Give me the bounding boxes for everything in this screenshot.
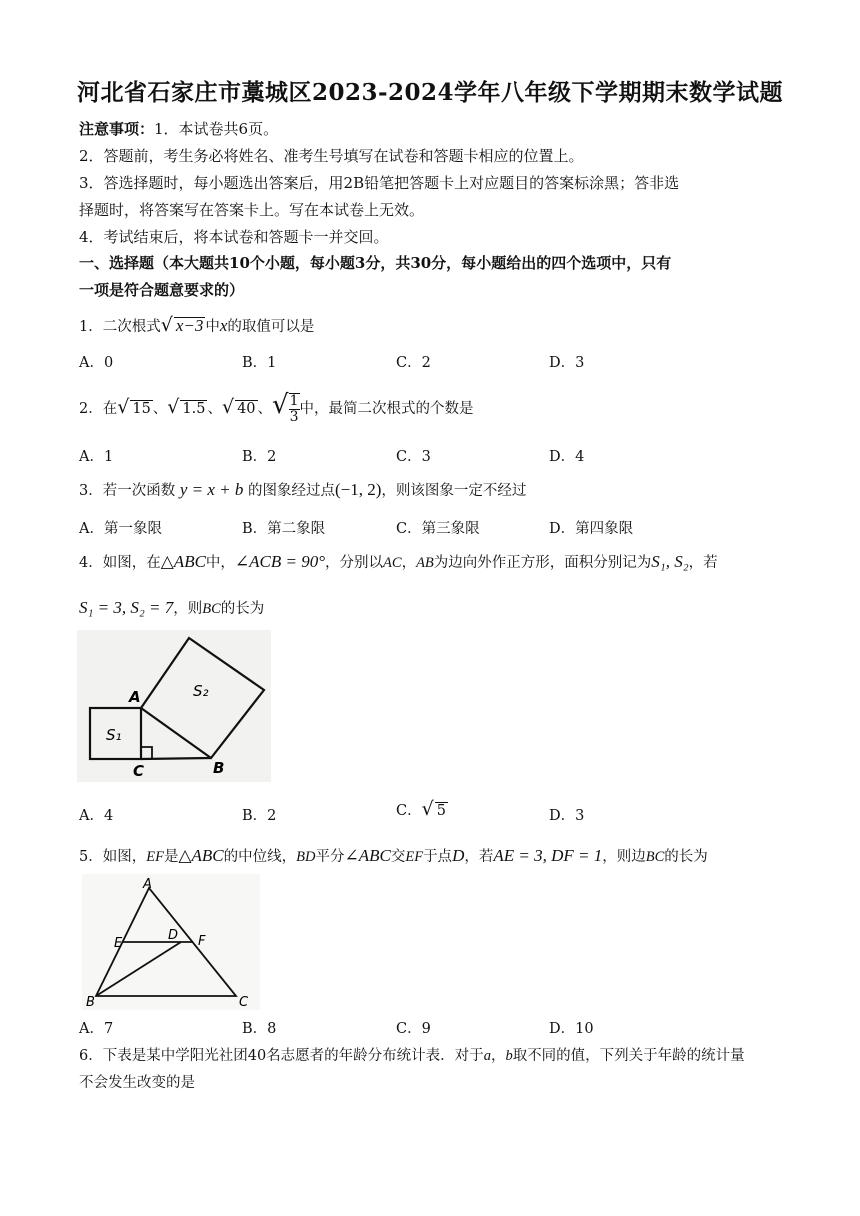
figure-label-b: B	[86, 995, 95, 1010]
radical-sign: √	[167, 396, 180, 418]
q4-text: ，	[401, 555, 417, 571]
q4-option-c-radicand: 5	[436, 803, 446, 819]
q1-radicand: x−3	[175, 316, 204, 335]
q2-fraction	[289, 393, 300, 425]
figure-label-s1: S₁	[106, 726, 122, 744]
radical-sign: √	[221, 396, 235, 418]
fraction-denominator: 3	[289, 409, 299, 425]
q3-text: 3．若一次函数	[79, 483, 176, 499]
q5-figure	[82, 874, 260, 1010]
q2-text: 中，最简二次根式的个数是	[299, 401, 474, 417]
q5-option-c[interactable]: C．9	[396, 1021, 431, 1037]
q4-angle: ∠ACB = 90°	[234, 552, 326, 571]
q4-figure	[77, 630, 271, 782]
section-heading: 一、选择题（本大题共10个小题，每小题3分，共30分，每小题给出的四个选项中，只有	[79, 254, 672, 272]
question-6-stem	[79, 1044, 745, 1065]
q1-option-d[interactable]: D．3	[549, 355, 585, 371]
q4-text: 中，	[205, 555, 235, 571]
question-3-stem	[79, 479, 526, 500]
q4-text: ，若	[688, 555, 718, 571]
notice-item: 1．本试卷共6页。	[154, 120, 279, 138]
q1-text: 中	[205, 319, 220, 335]
page-title: 河北省石家庄市藁城区2023-2024学年八年级下学期期末数学试题	[76, 79, 784, 106]
notice-item: 4．考试结束后，将本试卷和答题卡一并交回。	[79, 228, 389, 246]
figure-label-b: B	[213, 759, 225, 777]
q5-text: 平分	[315, 849, 345, 865]
q1-var: x	[219, 316, 228, 335]
fraction-numerator: 1	[289, 393, 299, 409]
q2-option-c[interactable]: C．3	[396, 449, 431, 465]
q5-text: ，若	[464, 849, 494, 865]
q5-angle: ∠ABC	[344, 846, 391, 865]
q4-option-c[interactable]	[396, 798, 448, 820]
q5-condition: AE = 3, DF = 1	[493, 846, 603, 865]
q5-point: D	[452, 846, 465, 865]
q2-text: 2．在	[79, 401, 118, 417]
q3-expression: y = x + b	[179, 480, 244, 499]
q4-side: AB	[416, 555, 434, 571]
q1-option-c[interactable]: C．2	[396, 355, 431, 371]
q4-option-d[interactable]: D．3	[549, 808, 585, 824]
q4-option-b[interactable]: B．2	[242, 808, 277, 824]
q3-option-c[interactable]: C．第三象限	[396, 521, 480, 537]
q5-segment: BD	[296, 849, 316, 865]
q3-option-d[interactable]: D．第四象限	[549, 521, 634, 537]
q2-sep: 、	[207, 401, 222, 417]
q5-text: ，则边	[602, 849, 646, 865]
question-2-stem	[79, 390, 474, 425]
notice-item: 择题时，将答案写在答案卡上。写在本试卷上无效。	[79, 201, 425, 219]
section-heading-cont: 一项是符合题意要求的）	[79, 281, 245, 299]
radical-sign: √	[272, 390, 289, 420]
q5-side: BC	[645, 849, 665, 865]
figure-label-s2: S₂	[193, 682, 209, 700]
notice-item: 3．答选择题时，每小题选出答案后，用2B铅笔把答题卡上对应题目的答案标涂黑；答非选	[79, 174, 680, 192]
q4-text: 的长为	[220, 601, 265, 617]
q1-text: 的取值可以是	[227, 319, 315, 335]
q4-triangle: △ABC	[160, 552, 206, 571]
q1-option-b[interactable]: B．1	[242, 355, 277, 371]
q6-text: 取不同的值，下列关于年龄的统计量	[512, 1048, 745, 1064]
q2-option-a[interactable]: A．1	[79, 449, 114, 465]
question-4-stem-cont	[79, 597, 264, 618]
figure-label-e: E	[114, 936, 123, 951]
q1-text: 1．二次根式	[79, 319, 161, 335]
q1-option-a[interactable]: A．0	[79, 355, 114, 371]
figure-label-c: C	[133, 762, 145, 780]
q5-text: 是	[163, 849, 179, 865]
q4-text: ，分别以	[325, 555, 384, 571]
figure-label-a: A	[143, 877, 152, 892]
question-1-stem	[79, 314, 314, 336]
q5-triangle: △ABC	[178, 846, 224, 865]
q5-text: 的长为	[664, 849, 708, 865]
q5-text: 的中位线，	[223, 849, 297, 865]
q4-option-c-label: C．	[396, 803, 422, 819]
figure-label-c: C	[239, 995, 249, 1010]
q4-side: BC	[202, 601, 221, 617]
q4-text: 4．如图，在	[79, 555, 161, 571]
radical-sign: √	[117, 396, 130, 418]
q2-sep: 、	[257, 401, 273, 417]
q5-option-d[interactable]: D．10	[549, 1021, 594, 1037]
question-4-stem	[79, 551, 718, 572]
q5-segment: EF	[146, 849, 164, 865]
q2-option-b[interactable]: B．2	[242, 449, 277, 465]
q4-condition: S₁ = 3, S₂ = 7	[79, 598, 174, 617]
question-5-stem	[79, 845, 708, 866]
q5-segment: EF	[405, 849, 424, 865]
q5-text: 于点	[423, 849, 453, 865]
q4-areas: S₁, S₂	[651, 552, 689, 571]
q5-text: 交	[390, 849, 406, 865]
q5-option-b[interactable]: B．8	[242, 1021, 277, 1037]
q6-text: 6．下表是某中学阳光社团40名志愿者的年龄分布统计表．对于	[79, 1048, 484, 1064]
q2-radicand: 1.5	[182, 401, 206, 417]
figure-label-d: D	[168, 928, 179, 943]
radical-sign: √	[421, 798, 434, 820]
question-6-stem-cont: 不会发生改变的是	[79, 1075, 195, 1091]
notice-heading: 注意事项：	[79, 120, 155, 138]
q3-option-a[interactable]: A．第一象限	[79, 521, 162, 537]
q3-point: (−1, 2)	[335, 480, 382, 499]
q2-option-d[interactable]: D．4	[549, 449, 585, 465]
q6-var: b	[505, 1048, 513, 1064]
q5-text: 5．如图，	[79, 849, 147, 865]
q4-side: AC	[383, 555, 402, 571]
q3-text: ，则该图象一定不经过	[381, 483, 527, 499]
q6-text: ，	[490, 1048, 506, 1064]
q4-text: ，则	[173, 601, 203, 617]
notice-line-1	[79, 118, 278, 139]
q3-option-b[interactable]: B．第二象限	[242, 521, 326, 537]
q4-text: 为边向外作正方形，面积分别记为	[433, 555, 652, 571]
q2-radicand: 40	[237, 401, 256, 417]
figure-label-f: F	[198, 934, 206, 949]
q4-option-a[interactable]: A．4	[79, 808, 114, 824]
radical-sign: √	[160, 314, 173, 336]
q3-text: 的图象经过点	[248, 483, 335, 499]
q6-var: a	[483, 1048, 491, 1064]
figure-label-a: A	[129, 688, 141, 706]
q2-radicand: 15	[132, 401, 151, 417]
notice-item: 2．答题前，考生务必将姓名、准考生号填写在试卷和答题卡相应的位置上。	[79, 147, 584, 165]
q2-sep: 、	[152, 401, 168, 417]
q5-option-a[interactable]: A．7	[79, 1021, 114, 1037]
